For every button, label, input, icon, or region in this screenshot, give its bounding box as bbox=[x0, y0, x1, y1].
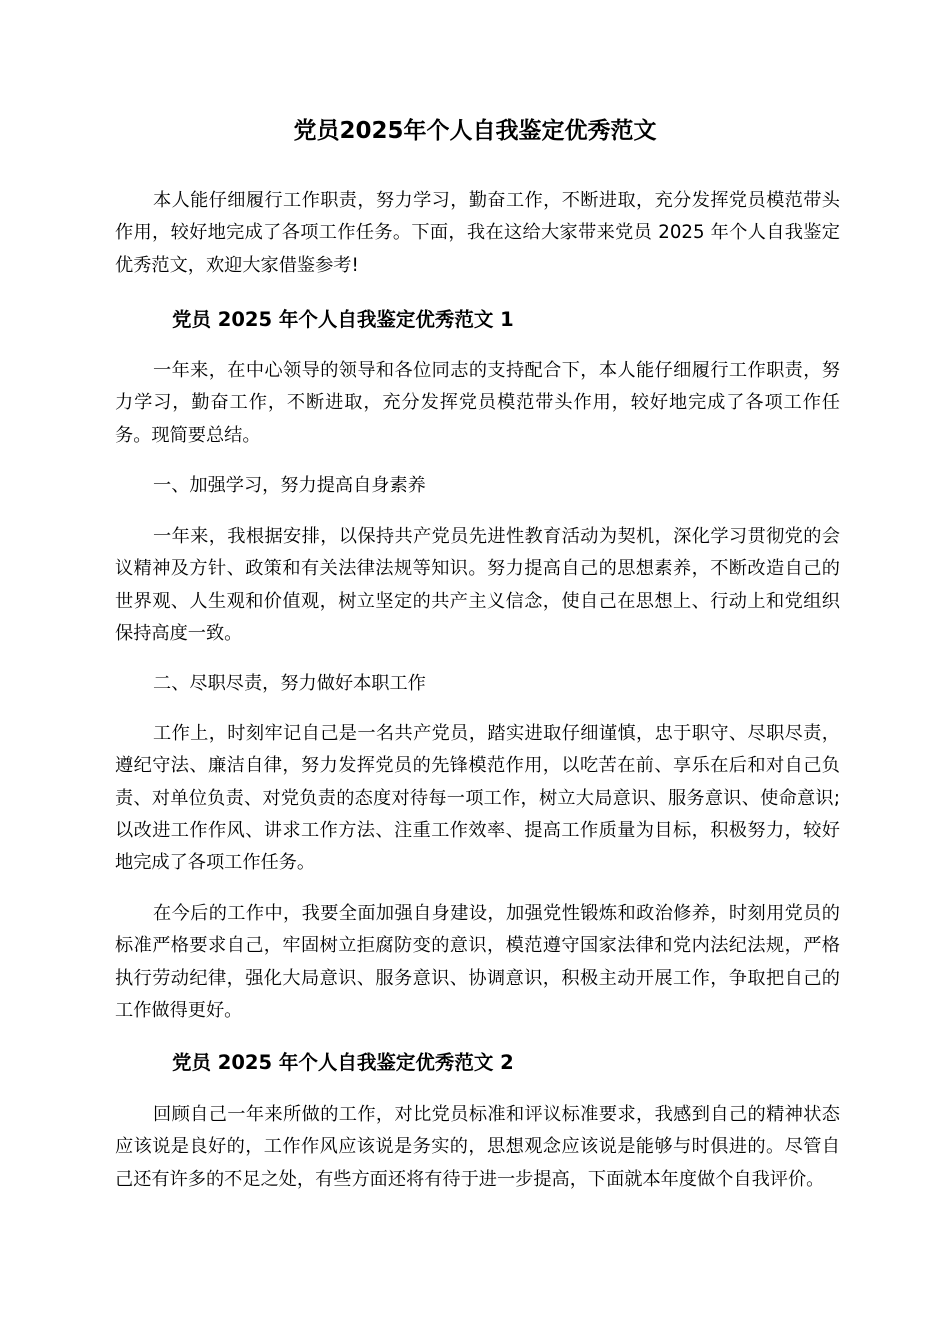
intro-paragraph: 本人能仔细履行工作职责，努力学习，勤奋工作，不断进取，充分发挥党员模范带头作用，较好地完成了各项工作任务。下面，我在这给大家带来党员 2025 年个人自我鉴定优秀范文，欢迎大家借鉴参考! bbox=[115, 190, 840, 276]
document-title: 党员2025年个人自我鉴定优秀范文 bbox=[293, 118, 657, 144]
section-1-heading-2: 二、尽职尽责，努力做好本职工作 bbox=[153, 673, 426, 694]
section-1-paragraph-4: 在今后的工作中，我要全面加强自身建设，加强党性锻炼和政治修养，时刻用党员的标准严格要求自己，牢固树立拒腐防变的意识，模范遵守国家法律和党内法纪法规，严格执行劳动纪律，强化大局意识、服务意识、协调意识，积极主动开展工作，争取把自己的工作做得更好。 bbox=[115, 903, 840, 1021]
section-2-title: 党员 2025 年个人自我鉴定优秀范文 2 bbox=[172, 1051, 514, 1074]
section-2-paragraph-1: 回顾自己一年来所做的工作，对比党员标准和评议标准要求，我感到自己的精神状态应该说是良好的，工作作风应该说是务实的，思想观念应该说是能够与时俱进的。尽管自己还有许多的不足之处，有些方面还将有待于进一步提高，下面就本年度做个自我评价。 bbox=[115, 1104, 840, 1190]
section-1-paragraph-3: 工作上，时刻牢记自己是一名共产党员，踏实进取仔细谨慎，忠于职守、尽职尽责，遵纪守法、廉洁自律，努力发挥党员的先锋模范作用，以吃苦在前、享乐在后和对自己负责、对单位负责、对党负责的态度对待每一项工作，树立大局意识、服务意识、使命意识;以改进工作作风、讲求工作方法、注重工作效率、提高工作质量为目标，积极努力，较好地完成了各项工作任务。 bbox=[115, 723, 840, 874]
section-1-paragraph-2: 一年来，我根据安排，以保持共产党员先进性教育活动为契机，深化学习贯彻党的会议精神及方针、政策和有关法律法规等知识。努力提高自己的思想素养，不断改造自己的世界观、人生观和价值观，树立坚定的共产主义信念，使自己在思想上、行动上和党组织保持高度一致。 bbox=[115, 526, 840, 644]
section-1-title: 党员 2025 年个人自我鉴定优秀范文 1 bbox=[172, 308, 514, 331]
section-1-paragraph-1: 一年来，在中心领导的领导和各位同志的支持配合下，本人能仔细履行工作职责，努力学习，勤奋工作，不断进取，充分发挥党员模范带头作用，较好地完成了各项工作任务。现简要总结。 bbox=[115, 360, 840, 446]
section-1-heading-1: 一、加强学习，努力提高自身素养 bbox=[153, 475, 426, 496]
